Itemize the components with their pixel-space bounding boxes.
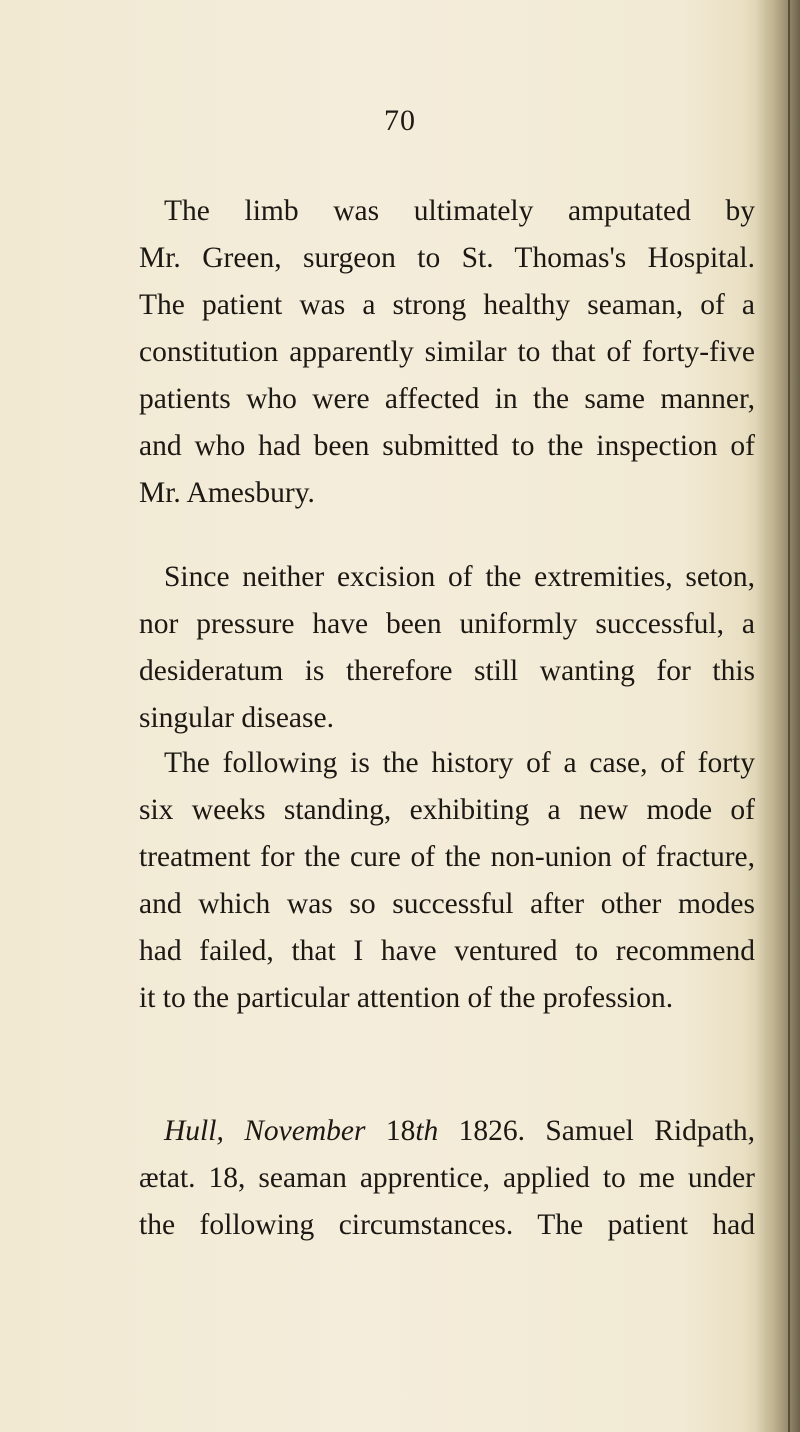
dateline-rest: 1826. Samuel Ridpath, [458,1115,756,1147]
text-line: nor pressure have been uniformly successful, a [139,608,755,640]
text-line: had failed, that I have ventured to recommend [139,935,755,967]
text-line: ætat. 18, seaman apprentice, applied to me under [139,1162,755,1194]
place-name: Hull, [164,1115,224,1147]
text-line: Mr. Amesbury. [139,477,315,509]
text-line: treatment for the cure of the non-union of fracture, [139,841,755,873]
month-name: November [244,1115,366,1147]
dateline [139,1108,755,1155]
text-line: Mr. Green, surgeon to St. Thomas's Hospital. [139,242,755,274]
text-line: and which was so successful after other modes [139,888,755,920]
text-line: singular disease. [139,702,334,734]
text-line: and who had been submitted to the inspection of [139,430,755,462]
book-spine-shadow [756,0,800,1432]
text-line: constitution apparently similar to that of forty-five [139,336,755,368]
text-line: The patient was a strong healthy seaman, of a [139,289,755,321]
paragraph-case-report [139,1108,755,1249]
text-line: six weeks standing, exhibiting a new mode of [139,794,755,826]
book-spine-edge [788,0,790,1432]
text-line: The limb was ultimately amputated by [164,195,755,227]
text-line: patients who were affected in the same manner, [139,383,755,415]
text-line: Since neither excision of the extremities, seton, [164,561,755,593]
paragraph-case-history [139,740,755,1022]
page-number: 70 [384,104,416,137]
text-line: the following circumstances. The patient had [139,1209,755,1241]
paragraph-amputation [139,188,755,517]
day-suffix: th [415,1115,439,1147]
day-number: 18 [385,1115,416,1147]
text-line: it to the particular attention of the profession. [139,982,674,1014]
text-line: The following is the history of a case, of forty [164,747,755,779]
text-line: desideratum is therefore still wanting for this [139,655,755,687]
paragraph-desideratum [139,554,755,742]
